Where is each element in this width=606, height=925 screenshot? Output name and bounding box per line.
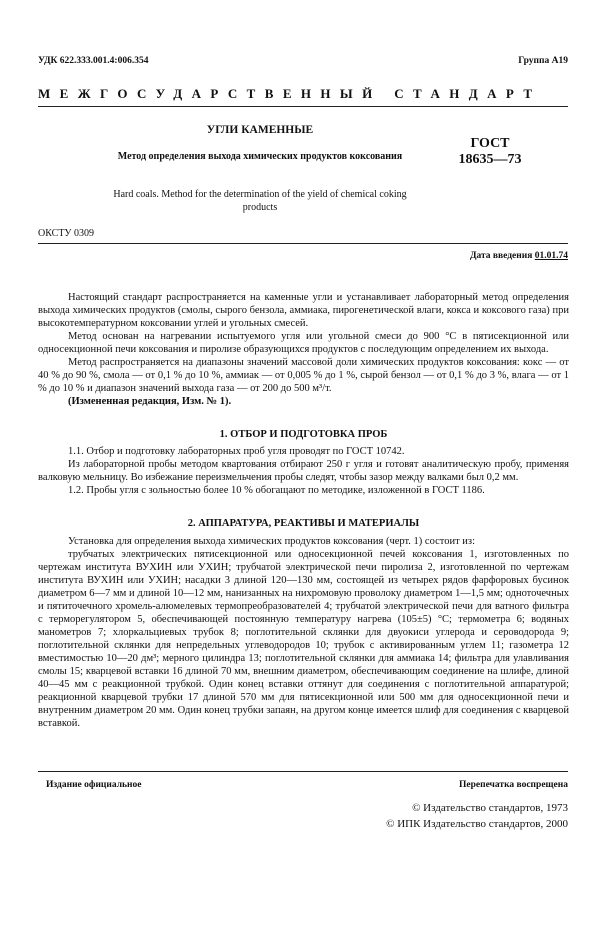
banner-rule [38, 106, 568, 107]
gost-label: ГОСТ [470, 136, 510, 151]
section-2-paragraph: трубчатых электрических пятисекционной или односекционной печей коксования 1, изготовленных по чертежам института ВУХИН или УХИН; трубчатой электрической печи пиролиза 2, изготовленной по чертежам института ВУХИН или УХИН; насадки 3 длиной 120—130 мм, состоящей из четырех рядов фарфоровых бусинок диаметром 6—7 мм и длиной 10—12 мм, нанизанных на нихромовую проволоку диаметром 1—1,5 мм; одноточечных и пятиточечного хромель-алюмелевых термопреобразователей 4; трубчатой электрической печи для ватного фильтра с терморегулятором 5, обеспечивающей постоянную температуру нагрева (105±5) °С; термометра 6; водяных манометров 7; хлоркальциевых трубок 8; поглотительной склянки для двуокиси углерода и сероводорода 9; поглотительной склянки для непредельных углеводородов 10; трубок с активированным углем 11; газометра 12 вместимостью 10—20 дм³; мерного цилиндра 13; поглотительной склянки для аммиака 14; фильтра для улавливания смолы 15; кварцевой вставки 16 длиной 70 мм, внешним диаметром, обеспечивающим соединение на шлифе, длиной 40—45 мм с реакционной трубкой. Один конец вставки оттянут для соединения с поглотительной аппаратурой; реакционной кварцевой трубки 17 длиной 570 мм для пятисекционной или 500 мм для односекционной печи и внутренним диаметром 20 мм. Один конец трубки запаян, на другом конце имеется шлиф для соединения с кварцевой вставкой. [38, 549, 569, 729]
intro-date-label: Дата введения [469, 251, 533, 261]
gost-number [440, 136, 540, 168]
intro-paragraph: Метод основан на нагревании испытуемого угля или угольной смеси до 900 °С в пятисекционной или односекционной печи коксования и пиролизе образующихся продуктов с последующим определением их выхода. [38, 331, 569, 355]
oksu-rule [38, 243, 568, 244]
intro-block [38, 291, 569, 408]
document-title: УГЛИ КАМЕННЫЕ [206, 124, 314, 136]
intro-paragraph: Настоящий стандарт распространяется на каменные угли и устанавливает лабораторный метод определения выхода химических продуктов (смолы, сырого бензола, аммиака, пирогенетической влаги, кокса и коксового газа) при высокотемпературном коксовании углей и угольных смесей. [38, 292, 569, 329]
footer-rule [38, 771, 568, 772]
section-1-paragraph: Из лабораторной пробы методом квартования отбирают 250 г угля и готовят аналитическую пробу, применяя валковую мельницу. Во избежание переизмельчения пробы следят, чтобы зазор между валками был 0,2 мм. [38, 459, 569, 483]
udk-code: УДК 622.333.001.4:006.354 [38, 56, 149, 66]
section-2-heading: 2. АППАРАТУРА, РЕАКТИВЫ И МАТЕРИАЛЫ [187, 518, 420, 529]
gost-code: 18635—73 [458, 152, 522, 167]
document-subtitle: Метод определения выхода химических продуктов коксования [117, 151, 403, 162]
official-edition: Издание официальное [46, 780, 142, 790]
english-title: Hard coals. Method for the determination of the yield of chemical coking products [113, 189, 407, 213]
group-code: Группа А19 [518, 56, 568, 66]
copyright-2000: © ИПК Издательство стандартов, 2000 [386, 818, 568, 830]
standard-banner: МЕЖГОСУДАРСТВЕННЫЙ СТАНДАРТ [38, 86, 542, 101]
section-1-paragraph: 1.1. Отбор и подготовку лабораторных проб угля проводят по ГОСТ 10742. [68, 446, 405, 457]
oksu-code: ОКСТУ 0309 [38, 228, 95, 239]
amendment-note: (Измененная редакция, Изм. № 1). [68, 396, 232, 407]
intro-paragraph: Метод распространяется на диапазоны значений массовой доли химических продуктов коксования: кокс — от 40 % до 90 %, смола — от 0,1 % до 10 %, аммиак — от 0,005 % до 1 %, сырой бензол — от 0,1 % до 3 %, влага — от 1 % до 10 % и диапазон значений выхода газа — от 200 до 500 м³/т. [38, 357, 569, 394]
section-1-heading: 1. ОТБОР И ПОДГОТОВКА ПРОБ [219, 429, 388, 440]
section-1-paragraph: 1.2. Пробы угля с зольностью более 10 % обогащают по методике, изложенной в ГОСТ 1186. [68, 485, 485, 496]
section-2-body [38, 535, 569, 730]
section-2-paragraph: Установка для определения выхода химических продуктов коксования (черт. 1) состоит из: [68, 536, 475, 547]
section-1-body [38, 445, 569, 497]
reprint-notice: Перепечатка воспрещена [458, 780, 568, 790]
intro-date-value: 01.01.74 [534, 251, 568, 261]
intro-date [470, 251, 568, 261]
copyright-1973: © Издательство стандартов, 1973 [412, 802, 568, 814]
